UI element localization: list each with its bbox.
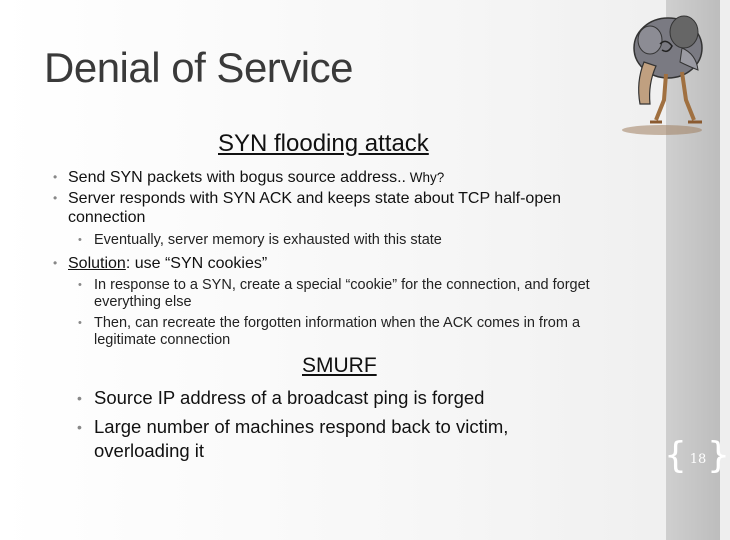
ostrich-clipart-icon bbox=[606, 6, 716, 138]
page-number: 18 bbox=[689, 452, 707, 467]
list-item bbox=[72, 277, 632, 311]
page-number-right-brace: } bbox=[707, 435, 730, 476]
page-number-left-brace: { bbox=[664, 435, 687, 476]
bullet-text: Eventually, server memory is exhausted with this state bbox=[94, 232, 442, 248]
bullet-text: Then, can recreate the forgotten information when the ACK comes in from a legitimate connection bbox=[94, 315, 581, 348]
bullet-text: Source IP address of a broadcast ping is forged bbox=[94, 387, 485, 408]
list-item bbox=[72, 232, 632, 249]
syn-bullet-list-2 bbox=[52, 254, 652, 273]
list-item bbox=[52, 168, 652, 187]
list-item bbox=[52, 189, 638, 227]
bullet-text: : use “SYN cookies” bbox=[125, 255, 268, 272]
list-item bbox=[74, 386, 574, 410]
bullet-text: In response to a SYN, create a special “cookie” for the connection, and forget everything else bbox=[94, 277, 590, 310]
syn-bullet-list-1 bbox=[52, 168, 652, 227]
list-item bbox=[74, 415, 574, 463]
smurf-bullet-list bbox=[74, 386, 574, 463]
slide-title: Denial of Service bbox=[44, 44, 353, 91]
syn-sub-list-2 bbox=[72, 277, 632, 349]
list-item bbox=[72, 315, 632, 349]
solution-label: Solution bbox=[68, 255, 126, 272]
bullet-text: Large number of machines respond back to victim, overloading it bbox=[94, 416, 509, 461]
syn-flooding-heading: SYN flooding attack bbox=[218, 130, 429, 157]
list-item bbox=[52, 254, 652, 273]
bullet-aside: Why? bbox=[405, 170, 445, 185]
bullet-text: Send SYN packets with bogus source address.. bbox=[68, 169, 406, 186]
syn-sub-list-1 bbox=[72, 232, 632, 249]
smurf-heading: SMURF bbox=[302, 354, 377, 377]
bullet-text: Server responds with SYN ACK and keeps state about TCP half-open connection bbox=[68, 190, 562, 226]
